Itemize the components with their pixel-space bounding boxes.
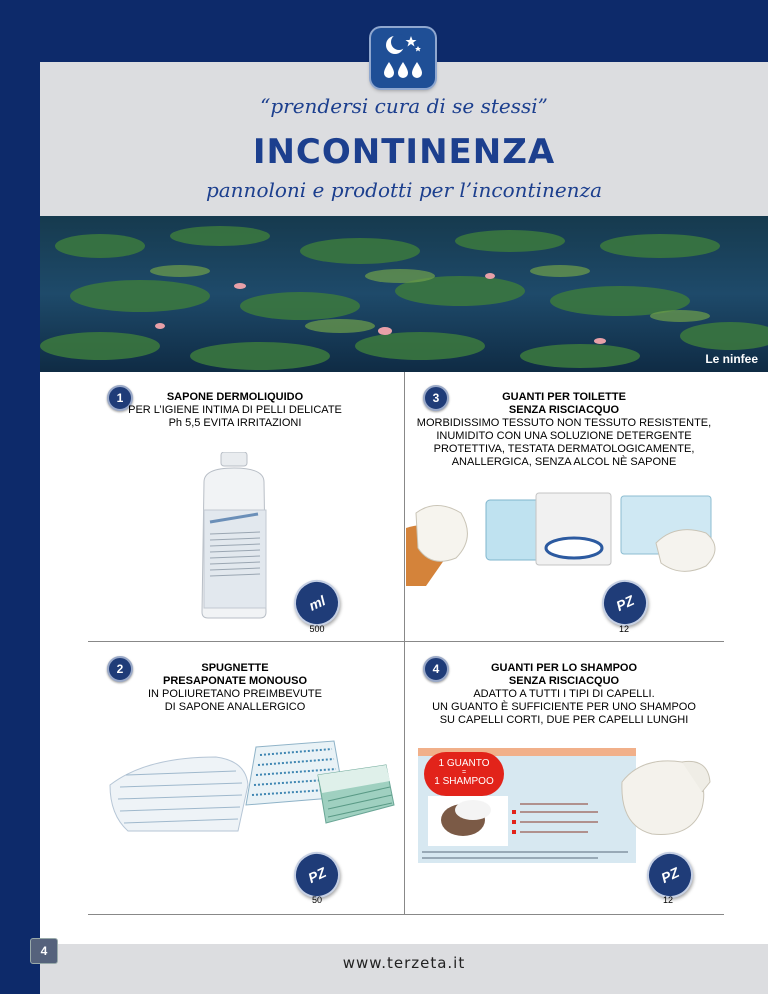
shampoo-badge-line2: 1 SHAMPOO xyxy=(434,776,494,787)
product-quantity: 50 xyxy=(311,895,322,905)
product-title: SPUGNETTE xyxy=(201,662,269,674)
product-description: ADATTO A TUTTI I TIPI DI CAPELLI. xyxy=(473,688,655,700)
grid-line-middle xyxy=(88,641,724,642)
product-description: PER L’IGIENE INTIMA DI PELLI DELICATE xyxy=(128,404,342,416)
page-number: 4 xyxy=(30,938,58,964)
product-title: SAPONE DERMOLIQUIDO xyxy=(166,391,304,403)
product-description: ANALLERGICA, SENZA ALCOL NÈ SAPONE xyxy=(451,456,677,468)
night-logo xyxy=(371,28,435,88)
grid-line-bottom xyxy=(88,914,724,915)
product-description: DI SAPONE ANALLERGICO xyxy=(164,701,306,713)
star-icon xyxy=(406,36,422,52)
product-number-badge: 4 xyxy=(423,656,449,682)
shampoo-badge-line1: 1 GUANTO xyxy=(438,758,490,769)
tagline-top: “prendersi cura di se stessi” xyxy=(260,94,548,118)
unit-badge: ml xyxy=(286,572,347,633)
product-quantity: 12 xyxy=(662,895,673,905)
sponges-image xyxy=(106,735,396,835)
soap-bottle-image xyxy=(190,452,280,620)
page-title: INCONTINENZA xyxy=(252,132,556,172)
product-quantity: 500 xyxy=(309,624,325,634)
product-description: MORBIDISSIMO TESSUTO NON TESSUTO RESISTENTE, xyxy=(416,417,712,429)
product-description: PROTETTIVA, TESTATA DERMATOLOGICAMENTE, xyxy=(433,443,695,455)
product-title: GUANTI PER TOILETTE xyxy=(502,391,626,403)
unit-badge: PZ xyxy=(286,844,347,905)
product-title: PRESAPONATE MONOUSO xyxy=(162,675,308,687)
product-title: GUANTI PER LO SHAMPOO xyxy=(490,662,638,674)
product-title: SENZA RISCIACQUO xyxy=(508,675,620,687)
shampoo-glove-image xyxy=(612,752,712,840)
tagline-bottom: pannoloni e prodotti per l’incontinenza xyxy=(205,178,603,202)
shampoo-badge-equals: = xyxy=(461,769,467,776)
product-3-text xyxy=(404,391,724,469)
shampoo-red-badge xyxy=(424,752,504,796)
left-navy-sidebar xyxy=(0,0,40,994)
product-description: IN POLIURETANO PREIMBEVUTE xyxy=(148,688,322,700)
product-4-text xyxy=(404,662,724,727)
unit-badge: PZ xyxy=(639,844,700,905)
product-title: SENZA RISCIACQUO xyxy=(508,404,620,416)
product-description: SU CAPELLI CORTI, DUE PER CAPELLI LUNGHI xyxy=(439,714,689,726)
moon-icon xyxy=(386,34,407,54)
toilette-gloves-image xyxy=(406,488,724,586)
product-description: Ph 5,5 EVITA IRRITAZIONI xyxy=(168,417,302,429)
product-number-badge: 2 xyxy=(107,656,133,682)
product-number-badge: 3 xyxy=(423,385,449,411)
product-quantity: 12 xyxy=(618,624,629,634)
product-description: UN GUANTO È SUFFICIENTE PER UNO SHAMPOO xyxy=(432,701,696,713)
product-number-badge: 1 xyxy=(107,385,133,411)
website-url[interactable]: www.terzeta.it xyxy=(342,954,466,972)
shampoo-gloves-image xyxy=(418,748,636,863)
unit-badge: PZ xyxy=(594,572,655,633)
product-1-text xyxy=(110,391,360,430)
drop-icon xyxy=(384,62,422,78)
product-2-text xyxy=(110,662,360,714)
water-lilies-banner xyxy=(40,216,768,372)
banner-caption: Le ninfee xyxy=(705,352,758,366)
product-description: INUMIDITO CON UNA SOLUZIONE DETERGENTE xyxy=(436,430,692,442)
